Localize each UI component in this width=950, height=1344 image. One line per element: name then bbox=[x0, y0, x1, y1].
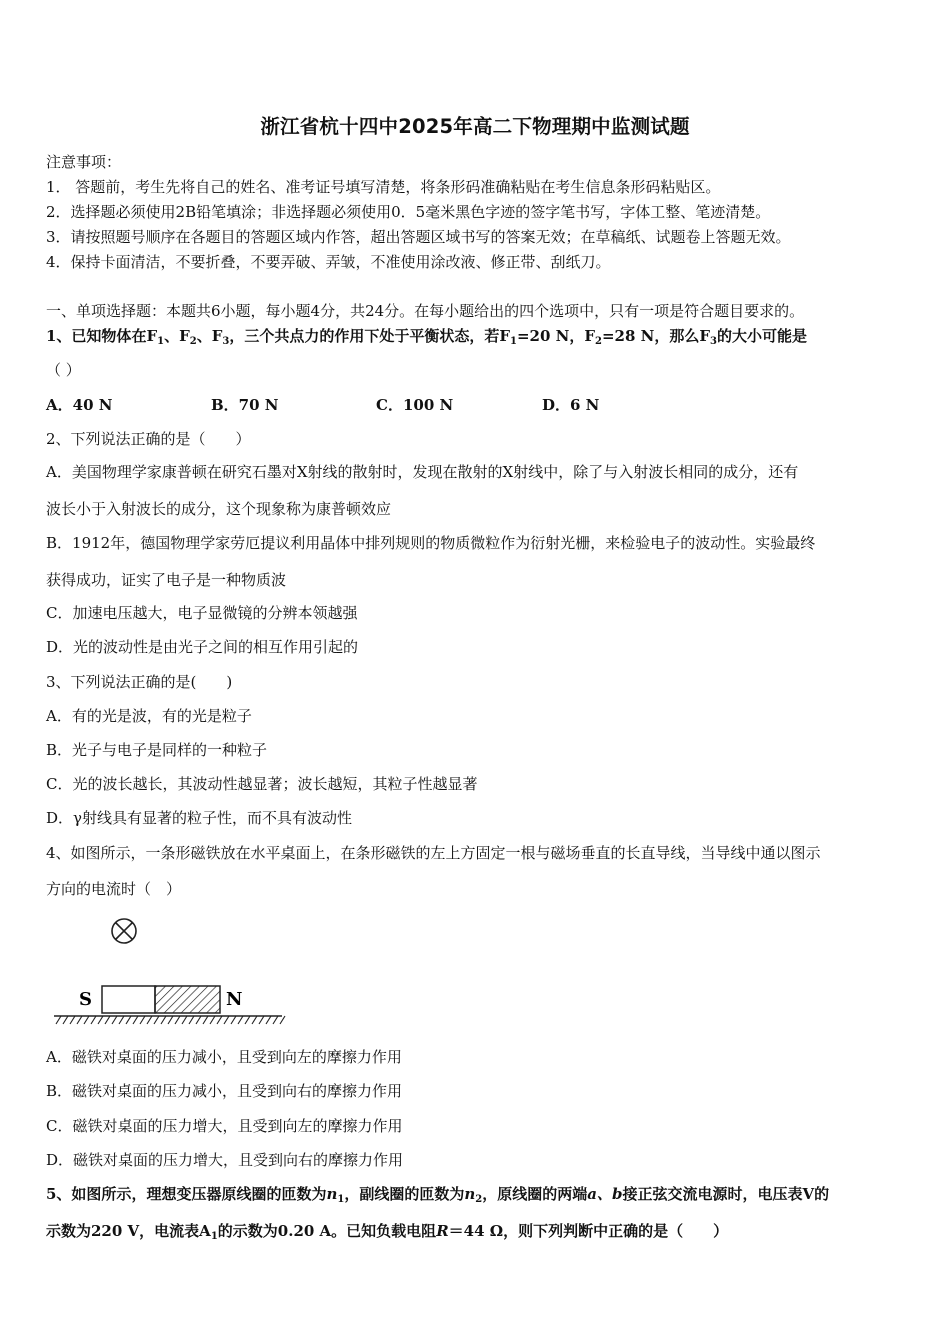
q1-stem: 1、已知物体在$F_1$、$F_2$、$F_3$，三个共点力的作用下处于平衡状态，若$F_1=20$ N，$F_2=28$ N，那么$F_3$的大小可能是 bbox=[46, 327, 807, 347]
hatch-tick bbox=[147, 1016, 152, 1024]
q2-option-a-line2: 波长小于入射波长的成分，这个现象称为康普顿效应 bbox=[46, 500, 392, 518]
page-title: 浙江省杭十四中2025年高二下物理期中监测试题 bbox=[260, 115, 690, 138]
hatch-tick bbox=[238, 1016, 243, 1024]
hatch-tick bbox=[252, 1016, 257, 1024]
hatch-tick bbox=[126, 1016, 131, 1024]
hatch-tick bbox=[140, 1016, 145, 1024]
hatch-tick bbox=[105, 1016, 110, 1024]
q5-stem-line1: 5、如图所示，理想变压器原线圈的匝数为$n_1$，副线圈的匝数为$n_2$，原线圈的两端a、b接正弦交流电源时，电压表V的 bbox=[46, 1185, 830, 1205]
q4-option-c: C．磁铁对桌面的压力增大，且受到向左的摩擦力作用 bbox=[46, 1117, 403, 1135]
hatch-tick bbox=[280, 1016, 285, 1024]
hatch-tick bbox=[175, 1016, 180, 1024]
hatch-tick bbox=[189, 1016, 194, 1024]
hatch-tick bbox=[196, 1016, 201, 1024]
hatch-tick bbox=[63, 1016, 68, 1024]
hatch-tick bbox=[245, 1016, 250, 1024]
q4-stem-line2: 方向的电流时（ ） bbox=[46, 880, 182, 898]
hatch-tick bbox=[273, 1016, 278, 1024]
q1-option-a: A．40 N bbox=[46, 396, 113, 414]
hatch-tick bbox=[217, 1016, 222, 1024]
notice-item-2: 2．选择题必须使用2B铅笔填涂；非选择题必须使用0．5毫米黑色字迹的签字笔书写，字体工整、笔迹清楚。 bbox=[46, 203, 771, 221]
q4-option-b: B．磁铁对桌面的压力减小，且受到向右的摩擦力作用 bbox=[46, 1082, 403, 1100]
q2-option-a-line1: A．美国物理学家康普顿在研究石墨对X射线的散射时，发现在散射的X射线中，除了与入射波长相同的成分，还有 bbox=[46, 463, 799, 481]
q4-option-d: D．磁铁对桌面的压力增大，且受到向右的摩擦力作用 bbox=[46, 1151, 404, 1169]
q2-stem: 2、下列说法正确的是（ ） bbox=[46, 430, 251, 448]
hatch-tick bbox=[112, 1016, 117, 1024]
notice-item-4: 4．保持卡面清洁，不要折叠，不要弄破、弄皱，不准使用涂改液、修正带、刮纸刀。 bbox=[46, 253, 611, 271]
hatch-tick bbox=[77, 1016, 82, 1024]
hatch-tick bbox=[98, 1016, 103, 1024]
q3-option-a: A．有的光是波，有的光是粒子 bbox=[46, 707, 252, 725]
hatch-tick bbox=[84, 1016, 89, 1024]
q1-option-b: B．70 N bbox=[211, 396, 279, 414]
magnet-south-half bbox=[102, 986, 155, 1013]
q2-option-b-line1: B．1912年，德国物理学家劳厄提议利用晶体中排列规则的物质微粒作为衍射光栅，来检验电子的波动性。实验最终 bbox=[46, 534, 816, 552]
hatch-tick bbox=[224, 1016, 229, 1024]
magnet-wire-figure bbox=[44, 912, 289, 1034]
hatch-tick bbox=[154, 1016, 159, 1024]
table-hatching bbox=[56, 1016, 285, 1024]
magnet-north-half bbox=[155, 986, 220, 1013]
hatch-tick bbox=[56, 1016, 61, 1024]
q2-option-b-line2: 获得成功，证实了电子是一种物质波 bbox=[46, 571, 287, 589]
notice-heading: 注意事项： bbox=[46, 153, 122, 171]
q1-option-d: D．6 N bbox=[542, 396, 600, 414]
q3-stem: 3、下列说法正确的是( ) bbox=[46, 673, 233, 691]
hatch-tick bbox=[119, 1016, 124, 1024]
hatch-tick bbox=[182, 1016, 187, 1024]
section-heading: 一、单项选择题：本题共6小题，每小题4分，共24分。在每小题给出的四个选项中，只有一项是符合题目要求的。 bbox=[46, 302, 805, 320]
hatch-tick bbox=[133, 1016, 138, 1024]
q2-option-d: D．光的波动性是由光子之间的相互作用引起的 bbox=[46, 638, 359, 656]
q3-option-c: C．光的波长越长，其波动性越显著；波长越短，其粒子性越显著 bbox=[46, 775, 478, 793]
notice-item-3: 3．请按照题号顺序在各题目的答题区域内作答，超出答题区域书写的答案无效；在草稿纸、试题卷上答题无效。 bbox=[46, 228, 791, 246]
magnet-s-label: S bbox=[79, 989, 92, 1010]
q4-stem-line1: 4、如图所示，一条形磁铁放在水平桌面上，在条形磁铁的左上方固定一根与磁场垂直的长直导线，当导线中通以图示 bbox=[46, 844, 821, 862]
notice-item-1: 1． 答题前，考生先将自己的姓名、准考证号填写清楚，将条形码准确粘贴在考生信息条形码粘贴区。 bbox=[46, 178, 721, 196]
q3-option-b: B．光子与电子是同样的一种粒子 bbox=[46, 741, 268, 759]
q1-paren: （ ） bbox=[46, 361, 81, 379]
q5-stem-line2: 示数为220 V，电流表$A_1$的示数为0.20 A。已知负载电阻R＝44 Ω，则下列判断中正确的是（ ） bbox=[46, 1222, 729, 1242]
hatch-tick bbox=[210, 1016, 215, 1024]
hatch-tick bbox=[259, 1016, 264, 1024]
hatch-tick bbox=[203, 1016, 208, 1024]
magnet-n-label: N bbox=[226, 989, 243, 1010]
hatch-tick bbox=[70, 1016, 75, 1024]
wire-current-into-page-icon bbox=[112, 919, 136, 943]
hatch-tick bbox=[91, 1016, 96, 1024]
hatch-tick bbox=[161, 1016, 166, 1024]
q4-option-a: A．磁铁对桌面的压力减小，且受到向左的摩擦力作用 bbox=[46, 1048, 402, 1066]
q1-option-c: C．100 N bbox=[376, 396, 454, 414]
q2-option-c: C．加速电压越大，电子显微镜的分辨本领越强 bbox=[46, 604, 358, 622]
hatch-tick bbox=[231, 1016, 236, 1024]
q3-option-d: D．γ射线具有显著的粒子性，而不具有波动性 bbox=[46, 809, 352, 827]
hatch-tick bbox=[266, 1016, 271, 1024]
hatch-tick bbox=[168, 1016, 173, 1024]
